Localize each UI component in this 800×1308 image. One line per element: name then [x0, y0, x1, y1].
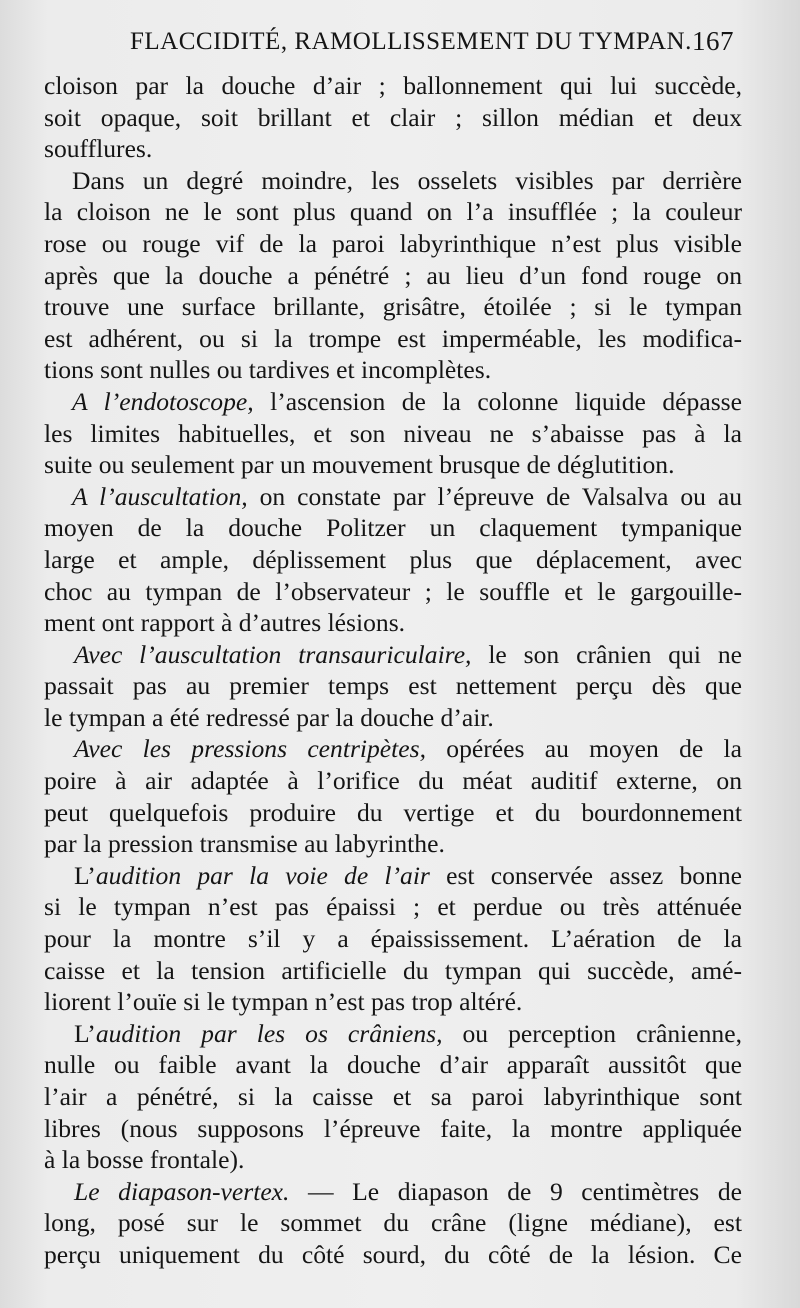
italic-lead: Avec l’auscultation transauriculaire, — [74, 639, 472, 669]
text-line: nulle ou faible avant la douche d’air apparaît aussitôt que — [44, 1050, 742, 1080]
text-line: choc au tympan de l’observateur ; le souffle et le gargouille- — [44, 576, 742, 606]
text-line: liorent l’ouïe si le tympan n’est pas trop altéré. — [44, 987, 523, 1017]
text-line: L’audition par la voie de l’air est conservée assez bonne — [74, 860, 742, 890]
text-line: le tympan a été redressé par la douche d’air. — [44, 702, 494, 732]
paragraph — [44, 1176, 742, 1271]
text-line: poire à air adaptée à l’orifice du méat auditif externe, on — [44, 766, 742, 796]
paragraph — [44, 386, 742, 481]
text-line: caisse et la tension artificielle du tympan qui succède, amé- — [44, 955, 742, 985]
text-line: par la pression transmise au labyrinthe. — [44, 829, 445, 859]
running-title: FLACCIDITÉ, RAMOLLISSEMENT DU TYMPAN. — [130, 28, 692, 55]
italic-lead: A l’endotoscope, — [72, 386, 254, 416]
paragraph — [44, 860, 742, 1018]
text-line: cloison par la douche d’air ; ballonnement qui lui succède, — [44, 71, 742, 100]
text-line: peut quelquefois produire du vertige et du bourdonnement — [44, 797, 742, 827]
text-line: Avec l’auscultation transauriculaire, le son crânien qui ne — [74, 639, 742, 669]
italic-lead: A l’auscultation, — [72, 481, 248, 511]
italic-lead: audition par les os crâniens, — [95, 1018, 443, 1048]
text-line: soufflures. — [44, 134, 153, 164]
paragraph — [44, 481, 742, 639]
italic-lead: Le diapason-vertex. — [74, 1176, 290, 1206]
text-line: A l’endotoscope, l’ascension de la colonne liquide dépasse — [72, 386, 742, 416]
paragraph — [44, 70, 742, 165]
text-line: A l’auscultation, on constate par l’épreuve de Valsalva ou au — [72, 481, 742, 511]
page-number: 167 — [692, 26, 734, 56]
text-line: large et ample, déplissement plus que déplacement, avec — [44, 544, 742, 574]
text-line: si le tympan n’est pas épaissi ; et perdue ou très atténuée — [44, 892, 742, 922]
text-line: suite ou seulement par un mouvement brusque de déglutition. — [44, 450, 675, 480]
text-line: Avec les pressions centripètes, opérées au moyen de la — [74, 734, 742, 764]
text-line: tions sont nulles ou tardives et incomplètes. — [44, 355, 492, 385]
text-line: la cloison ne le sont plus quand on l’a insufflée ; la couleur — [44, 197, 742, 227]
text-line: Le diapason-vertex. — Le diapason de 9 centimètres de — [74, 1176, 742, 1206]
text-line: Dans un degré moindre, les osselets visibles par derrière — [72, 165, 742, 195]
text-line: l’air a pénétré, si la caisse et sa paroi labyrinthique sont — [44, 1082, 742, 1111]
text-line: perçu uniquement du côté sourd, du côté de la lésion. Ce — [44, 1239, 742, 1269]
text-line: après que la douche a pénétré ; au lieu d’un fond rouge on — [44, 260, 742, 290]
paragraph — [44, 733, 742, 859]
text-body — [44, 70, 742, 1271]
text-line: moyen de la douche Politzer un claquement tympanique — [44, 513, 742, 543]
text-line: passait pas au premier temps est nettement perçu dès que — [44, 671, 742, 701]
text-line: pour la montre s’il y a épaississement. L’aération de la — [44, 924, 742, 954]
text-line: rose ou rouge vif de la paroi labyrinthique n’est plus visible — [44, 228, 742, 258]
italic-lead: audition par la voie de l’air — [95, 860, 430, 890]
text-line: long, posé sur le sommet du crâne (ligne médiane), est — [44, 1208, 742, 1238]
paragraph — [44, 165, 742, 386]
text-line: est adhérent, ou si la trompe est imperméable, les modifica- — [44, 323, 742, 353]
paragraph — [44, 639, 742, 734]
paragraph — [44, 1018, 742, 1176]
text-line: L’audition par les os crâniens, ou perception crânienne, — [74, 1018, 742, 1048]
text-line: les limites habituelles, et son niveau ne s’abaisse pas à la — [44, 418, 742, 448]
text-line: trouve une surface brillante, grisâtre, étoilée ; si le tympan — [44, 292, 742, 322]
running-header — [110, 26, 742, 60]
text-line: libres (nous supposons l’épreuve faite, la montre appliquée — [44, 1113, 742, 1143]
text-line: ment ont rapport à d’autres lésions. — [44, 608, 406, 638]
text-line: soit opaque, soit brillant et clair ; sillon médian et deux — [44, 102, 742, 132]
text-line: à la bosse frontale). — [44, 1145, 245, 1175]
italic-lead: Avec les pressions centripètes, — [74, 734, 426, 764]
